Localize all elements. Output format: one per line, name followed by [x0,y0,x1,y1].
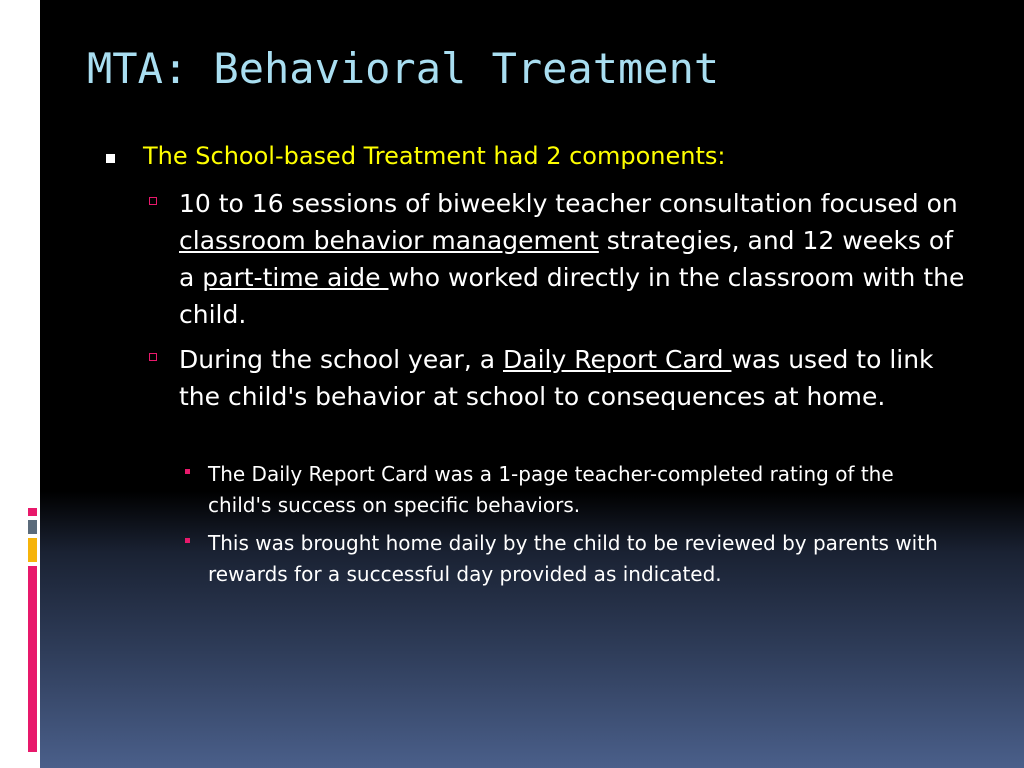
bullet-level3-text: The Daily Report Card was a 1-page teacher-completed rating of the child's success on specific behaviors. [208,462,894,517]
accent-bar-gray [28,520,37,534]
bullet-level2-text: 10 to 16 sessions of biweekly teacher consultation focused on classroom behavior management strategies, and 12 weeks of a part-time aide who worked directly in the classroom with the child. [179,189,965,329]
small-square-bullet-icon [185,469,190,474]
bullet-level1-text: The School-based Treatment had 2 components: [143,142,726,170]
bullet-level2-text: During the school year, a Daily Report Card was used to link the child's behavior at school to consequences at home. [179,345,934,411]
underlined-part-time-aide: part-time aide [202,263,389,292]
slide-title: MTA: Behavioral Treatment [87,44,720,93]
accent-bar-yellow [28,538,37,562]
bullet-level3-brought-home [182,528,962,590]
bullet-level3-text: This was brought home daily by the child to be reviewed by parents with rewards for a successful day provided as indicated. [208,531,938,586]
bullet-level2-sessions [146,185,976,333]
bullet-level3-rating [182,459,962,521]
underlined-daily-report-card: Daily Report Card [503,345,732,374]
bullet-level2-daily-report-card [146,341,976,415]
accent-bar-pink-long [28,566,37,752]
small-square-bullet-icon [185,538,190,543]
hollow-square-bullet-icon [149,353,157,361]
underlined-classroom-behavior-management: classroom behavior management [179,226,599,255]
square-bullet-icon [106,154,115,163]
hollow-square-bullet-icon [149,197,157,205]
accent-bar-pink-top [28,508,37,516]
